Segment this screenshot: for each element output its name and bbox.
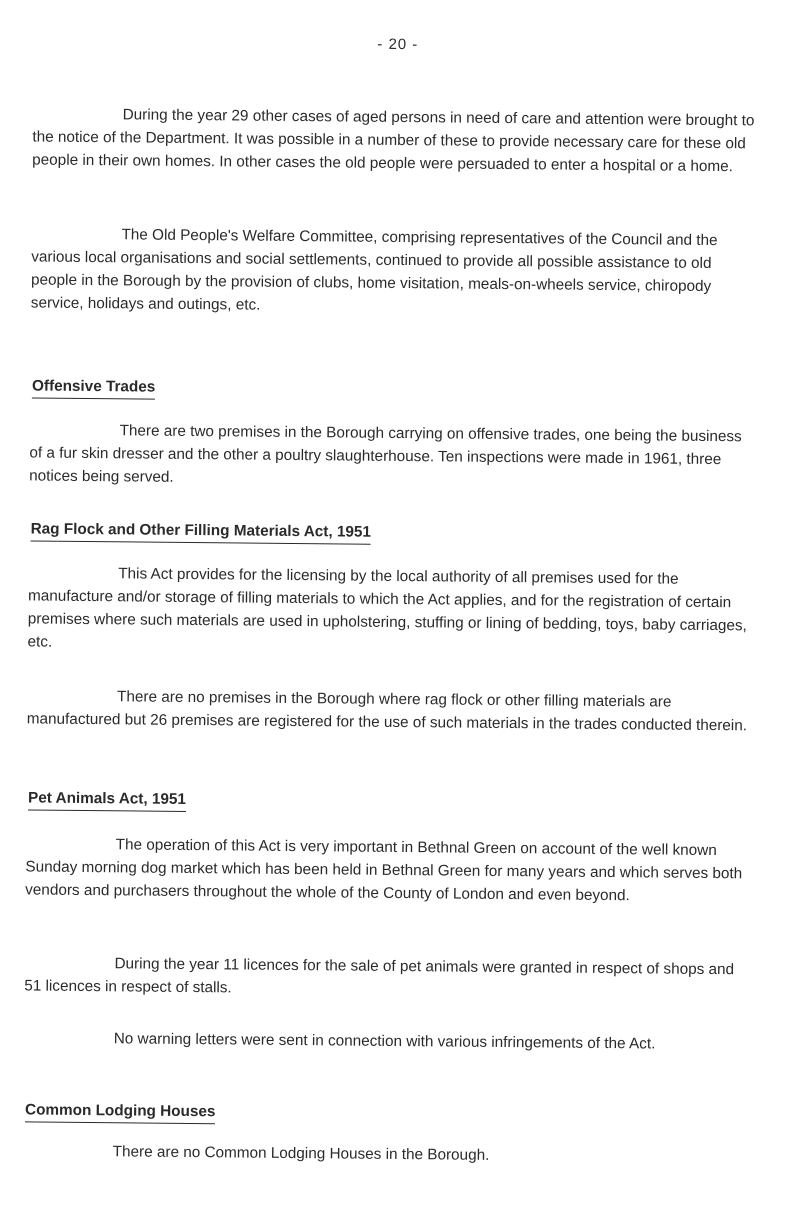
paragraph-rag-flock-premises: There are no premises in the Borough where rag flock or other filling materials are manufactured but 26 premises are registered for the use of such materials in the trades conducted therein. (26, 688, 748, 735)
paragraph-pet-animals-licences: During the year 11 licences for the sale of pet animals were granted in respect of shops and 51 licences in respect of stalls. (24, 955, 735, 997)
heading-common-lodging-houses: Common Lodging Houses (25, 1100, 216, 1124)
paragraph-aged-persons: During the year 29 other cases of aged persons in need of care and attention were brought to the notice of the Department. It was possible in a number of these to provide necessary care for these old people in their own homes. In other cases the old people were persuaded to enter a hospital or a home. (32, 106, 755, 176)
paragraph-pet-animals-operation: The operation of this Act is very important in Bethnal Green on account of the well known Sunday morning dog market which has been held in Bethnal Green for many years and which serves both vendors and purchasers throughout the whole of the County of London and even beyond. (25, 836, 743, 905)
paragraph-offensive-trades: There are two premises in the Borough carrying on offensive trades, one being the business of a fur skin dresser and the other a poultry slaughterhouse. Ten inspections were made in 1961, three notices being served. (29, 422, 742, 486)
heading-offensive-trades: Offensive Trades (32, 376, 155, 399)
paragraph-old-peoples-welfare: The Old People's Welfare Committee, comprising representatives of the Council and the various local organisations and social settlements, continued to provide all possible assistance to old people in the Borough by the provision of clubs, home visitation, meals-on-wheels service, chiropody service, holidays and outings, etc. (30, 226, 718, 314)
paragraph-common-lodging-houses: There are no Common Lodging Houses in the Borough. (112, 1143, 490, 1164)
paragraph-pet-animals-warnings: No warning letters were sent in connection with various infringements of the Act. (113, 1030, 656, 1053)
heading-pet-animals-act: Pet Animals Act, 1951 (28, 788, 186, 812)
heading-rag-flock-act: Rag Flock and Other Filling Materials Act, 1951 (31, 519, 372, 544)
paragraph-rag-flock-licensing: This Act provides for the licensing by the local authority of all premises used for the manufacture and/or storage of filling materials to which the Act applies, and for the registration of certain premises where such materials are used in upholstering, stuffing or lining of bedding, toys, baby carriages, etc. (27, 565, 747, 651)
page-number: - 20 - (377, 35, 419, 54)
